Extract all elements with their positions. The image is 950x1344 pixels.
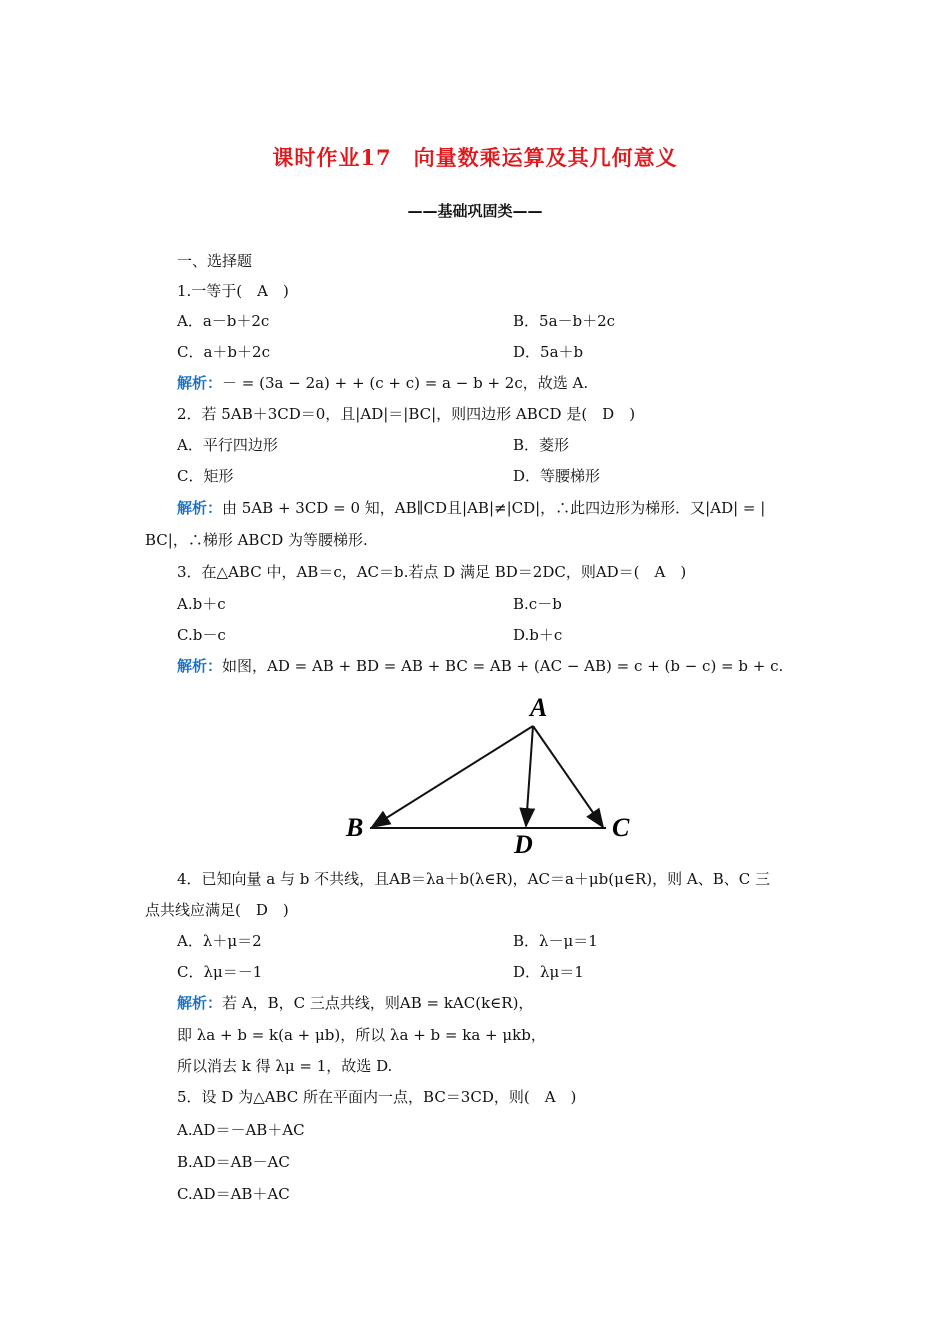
q3-stem: 3．在△ABC 中，AB＝c，AC＝b.若点 D 满足 BD＝2DC，则AD＝( A ) — [177, 563, 687, 581]
page-title: 课时作业17 向量数乘运算及其几何意义 — [272, 145, 678, 170]
solution-label: 解析： — [177, 374, 223, 392]
q4-solution — [177, 993, 533, 1013]
q3-solution-text: 如图，AD = AB + BD = AB + BC = AB + (AC − AB) = c + (b − c) = b + c. — [222, 657, 784, 675]
section-subtitle: ——基础巩固类—— — [407, 202, 543, 220]
vector-ad — [526, 726, 533, 826]
q4-stem-2: 点共线应满足( D ) — [145, 901, 289, 919]
q4-option-a: A．λ＋μ＝2 — [177, 932, 262, 950]
q4-solution-text-1: 若 A，B，C 三点共线，则AB = kAC(k∈R)， — [222, 994, 534, 1012]
q3-option-b: B.c－b — [513, 595, 562, 613]
q2-solution — [177, 498, 765, 518]
q3-option-a: A.b＋c — [177, 595, 226, 613]
vector-ab — [372, 726, 533, 827]
q2-option-a: A．平行四边形 — [177, 436, 278, 454]
vector-ac — [533, 726, 603, 827]
q2-option-b: B．菱形 — [513, 436, 570, 454]
vertex-label-b: B — [346, 813, 364, 842]
q2-solution-text-2: BC|，∴梯形 ABCD 为等腰梯形. — [145, 531, 368, 549]
q1-option-c: C．a＋b＋2c — [177, 343, 270, 361]
solution-label: 解析： — [177, 499, 223, 517]
q1-solution-text: － = (3a − 2a) + + (c + c) = a − b + 2c，故选 A. — [222, 374, 589, 392]
q1-option-d: D．5a＋b — [513, 343, 584, 361]
q2-solution-text-1: 由 5AB + 3CD = 0 知，AB∥CD且|AB|≠|CD|，∴此四边形为梯形．又|AD| = | — [222, 499, 766, 517]
q4-solution-text-2: 即 λa + b = k(a + μb)，所以 λa + b = ka + μkb， — [177, 1026, 546, 1044]
q5-stem: 5．设 D 为△ABC 所在平面内一点，BC＝3CD，则( A ) — [177, 1088, 577, 1106]
q1-option-a: A．a－b＋2c — [177, 312, 270, 330]
q1-stem: 1.一等于( A ) — [177, 282, 289, 300]
q5-option-c: C.AD＝AB＋AC — [177, 1185, 290, 1203]
q1-solution — [177, 373, 588, 393]
q4-stem-1: 4．已知向量 a 与 b 不共线，且AB＝λa＋b(λ∈R)，AC＝a＋μb(μ∈R)，则 A、B、C 三 — [177, 870, 771, 888]
q4-option-c: C．λμ＝－1 — [177, 963, 263, 981]
vertex-label-d: D — [514, 830, 533, 859]
q5-option-b: B.AD＝AB－AC — [177, 1153, 290, 1171]
solution-label: 解析： — [177, 657, 223, 675]
q3-option-c: C.b－c — [177, 626, 226, 644]
q2-option-d: D．等腰梯形 — [513, 467, 601, 485]
vertex-label-a: A — [530, 693, 548, 722]
q3-solution — [177, 656, 783, 676]
q4-option-d: D．λμ＝1 — [513, 963, 584, 981]
q3-option-d: D.b＋c — [513, 626, 563, 644]
section-heading: 一、选择题 — [177, 252, 253, 270]
solution-label: 解析： — [177, 994, 223, 1012]
q1-option-b: B．5a－b＋2c — [513, 312, 616, 330]
q5-option-a: A.AD＝－AB＋AC — [177, 1121, 305, 1139]
q2-option-c: C．矩形 — [177, 467, 234, 485]
vertex-label-c: C — [612, 813, 630, 842]
triangle-figure — [340, 690, 640, 860]
q4-solution-text-3: 所以消去 k 得 λμ = 1，故选 D. — [177, 1057, 393, 1075]
q2-stem: 2．若 5AB＋3CD＝0，且|AD|＝|BC|，则四边形 ABCD 是( D ) — [177, 405, 636, 423]
q4-option-b: B．λ－μ＝1 — [513, 932, 598, 950]
